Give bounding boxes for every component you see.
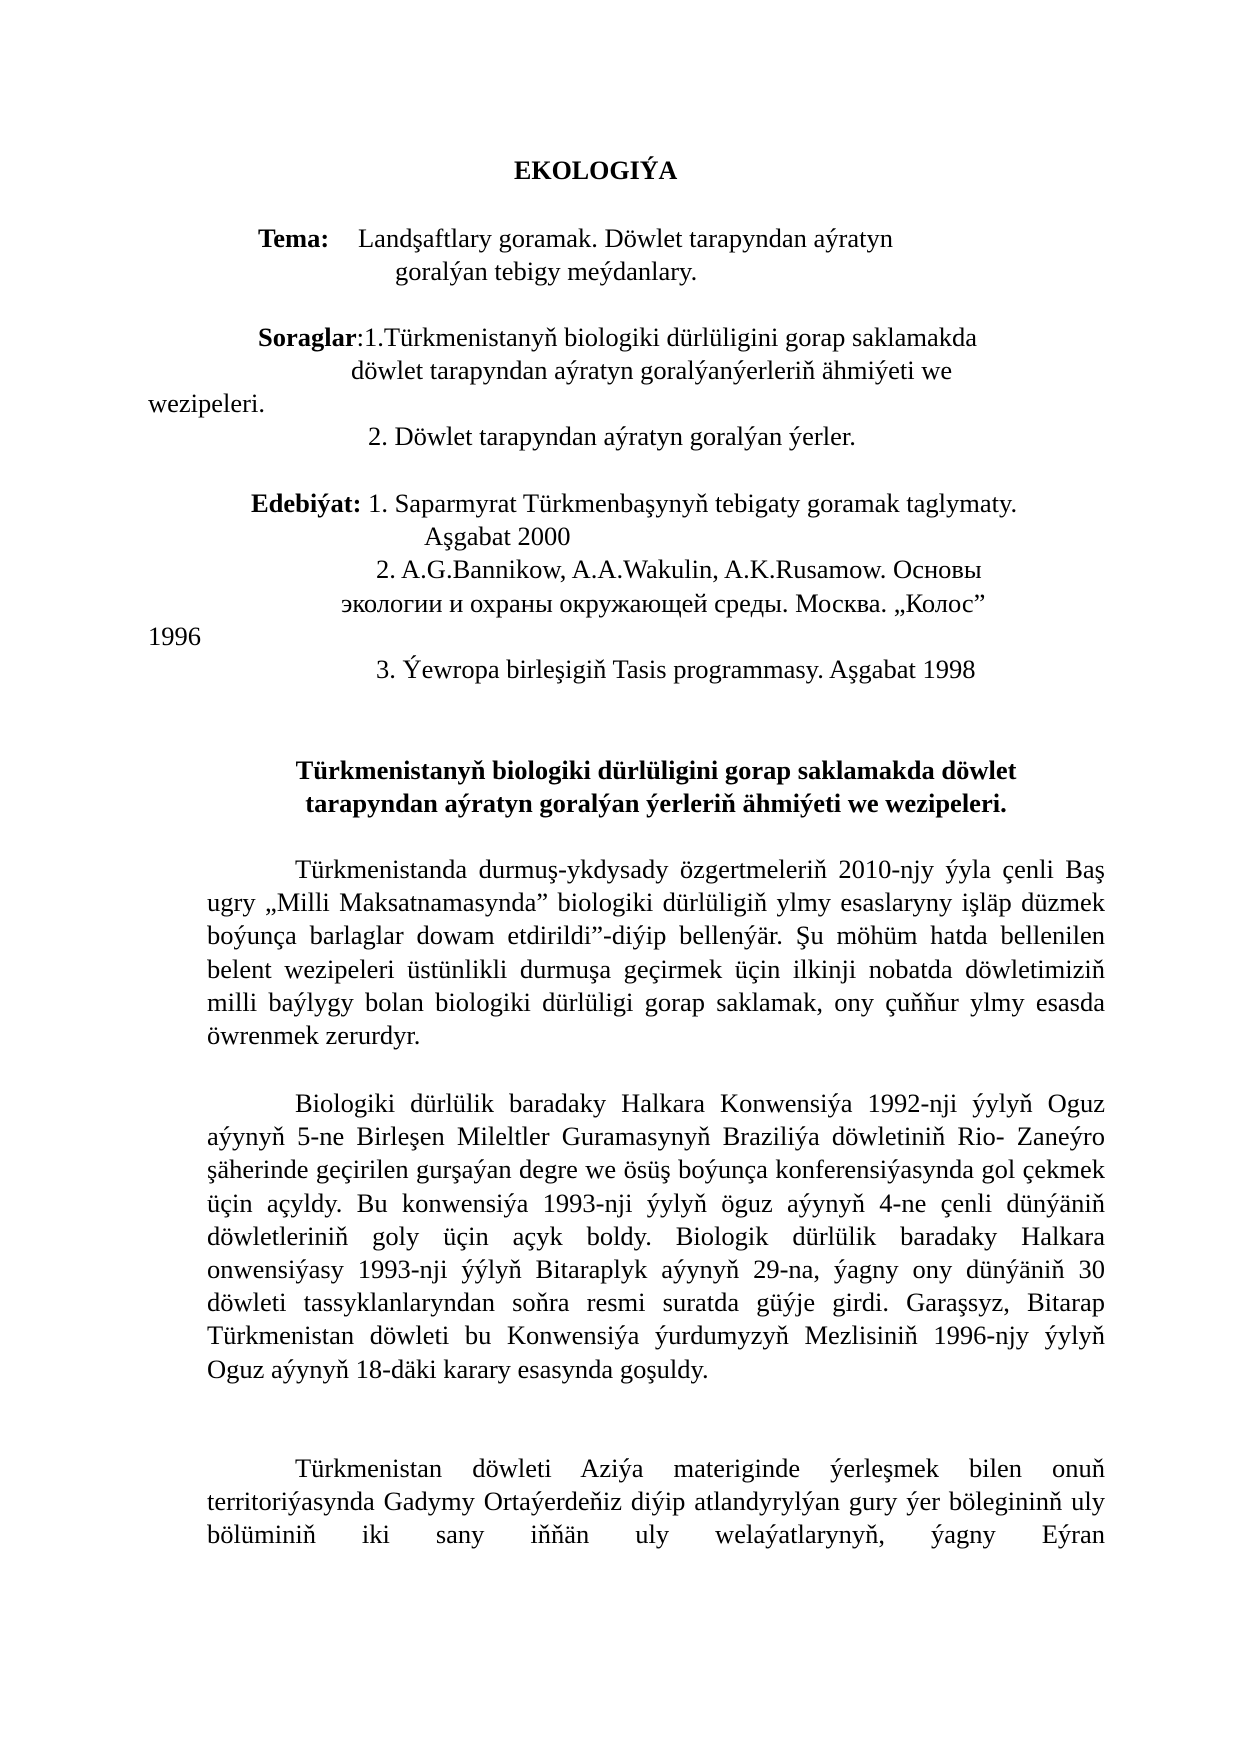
paragraph-2-text: Biologiki dürlülik baradaky Halkara Konwensiýa 1992-nji ýylyň Oguz aýynyň 5-ne Birleşen Mileltler Guramasynyň Braziliýa döwletiniň Rio- Zaneýro şäherinde geçirilen gurşaýan degre we ösüş boýunça konferensiýasynda gol çekmek üçin açyldy. Bu konwensiýa 1993-nji ýylyň öguz aýynyň 4-ne çenli dünýäniň döwletleriniň goly üçin açyk boldy. Biologik dürlülik baradaky Halkara onwensiýasy 1993-nji ýýlyň Bitaraplyk aýynyň 29-na, ýagny ony dünýäniň 30 döwleti tassyklanlaryndan soňra resmi suratda güýje girdi. Garaşsyz, Bitarap Türkmenistan döwleti bu Konwensiýa ýurdumyzyň Mezlisiniň 1996-njy ýylyň Oguz aýynyň 18-däki karary esasynda goşuldy. xyxy=(207,1088,1105,1384)
edebiyat-item-1: 1. Saparmyrat Türkmenbaşynyň tebigaty goramak taglymaty. xyxy=(361,488,1018,518)
edebiyat-item-3: 3. Ýewropa birleşigiň Tasis programmasy. Aşgabat 1998 xyxy=(376,654,976,684)
section-heading-line-2: tarapyndan aýratyn goralýan ýerleriň ähmiýeti we wezipeleri. xyxy=(305,788,1007,818)
edebiyat-line-5: 1996 xyxy=(148,621,201,651)
edebiyat-line-4: экологии и охраны окружающей среды. Москва. „Колос” xyxy=(341,588,986,618)
edebiyat-label: Edebiýat: xyxy=(251,488,362,518)
paragraph-3-text: Türkmenistan döwleti Aziýa materiginde ýerleşmek bilen onuň territoriýasynda Gadymy Ortaýerdeňiz diýip atlandyrylýan gury ýer bölegininň uly bölüminiň iki sany iňňän uly welaýatlarynyň, ýagny Eýran xyxy=(207,1453,1105,1550)
section-heading-line-1: Türkmenistanyň biologiki dürlüligini gorap saklamakda döwlet xyxy=(295,755,1017,785)
paragraph-1-text: Türkmenistanda durmuş-ykdysady özgertmeleriň 2010-njy ýyla çenli Baş ugry „Milli Maksatnamasynda” biologiki dürlüligiň ylmy esaslaryny işläp düzmek boýunça barlaglar dowam etdirildi”-diýip bellenýär. Şu möhüm hatda bellenilen belent wezipeleri üstünlikli durmuşa geçirmek üçin ilkinji nobatda döwletimiziň milli baýlygy bolan biologiki dürlüligi gorap saklamak, ony çuňňur ylmy esasda öwrenmek zerurdyr. xyxy=(207,854,1105,1051)
soraglar-line-2: döwlet tarapyndan aýratyn goralýanýerleriň ähmiýeti we xyxy=(351,355,953,385)
soraglar-line-1 xyxy=(258,324,977,351)
paragraph-3 xyxy=(207,1452,1105,1552)
tema-line-2: goralýan tebigy meýdanlary. xyxy=(395,256,698,286)
soraglar-line-3: wezipeleri. xyxy=(148,388,265,418)
edebiyat-line-1 xyxy=(251,490,1017,517)
soraglar-label: Soraglar xyxy=(258,322,357,352)
edebiyat-item-2: 2. A.G.Bannikow, A.A.Wakulin, A.K.Rusamow. Основы xyxy=(376,554,982,584)
document-title: EKOLOGIÝA xyxy=(514,156,678,185)
tema-label: Tema: xyxy=(258,223,330,253)
soraglar-item-1: :1.Türkmenistanyň biologiki dürlüligini gorap saklamakda xyxy=(356,322,978,352)
soraglar-item-2: 2. Döwlet tarapyndan aýratyn goralýan ýerler. xyxy=(368,421,856,451)
tema-line-1: Landşaftlary goramak. Döwlet tarapyndan aýratyn xyxy=(358,223,893,253)
paragraph-2 xyxy=(207,1087,1105,1386)
paragraph-1 xyxy=(207,853,1105,1052)
edebiyat-line-2: Aşgabat 2000 xyxy=(424,521,571,551)
